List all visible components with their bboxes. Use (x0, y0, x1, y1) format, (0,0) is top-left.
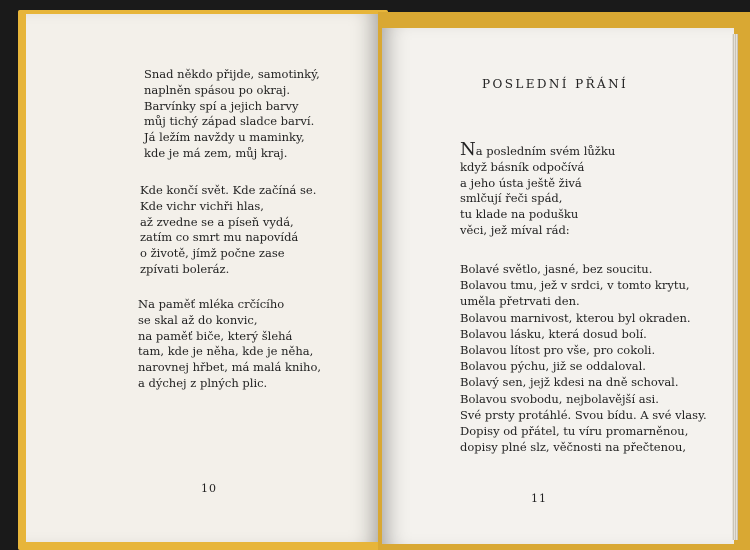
poem-line: naplněn spásou po okraj. (144, 82, 290, 97)
poem-line: Bolavou tmu, jež v srdci, v tomto krytu, (460, 278, 690, 293)
poem-line: Barvínky spí a jejich barvy (144, 98, 299, 113)
right-stanza-2 (460, 261, 707, 455)
poem-line: Své prsty protáhlé. Svou bídu. A své vlasy. (460, 407, 707, 422)
poem-line: Bolavou svobodu, nejbolavější asi. (460, 391, 659, 406)
poem-line: Já ležím navždy u maminky, (144, 130, 305, 145)
poem-line: Bolavou pýchu, již se oddaloval. (460, 359, 646, 374)
poem-line: narovnej hřbet, má malá kniho, (138, 360, 322, 375)
poem-line: a dýchej z plných plic. (138, 375, 268, 390)
poem-line: a jeho ústa ještě živá (460, 175, 582, 190)
poem-line: tu klade na podušku (460, 207, 579, 222)
poem-line: Snad někdo přijde, samotinký, (144, 67, 320, 81)
poem-line: Na paměť mléka crčícího (138, 297, 285, 311)
poem-line: věci, jež míval rád: (460, 222, 570, 237)
poem-title: POSLEDNÍ PŘÁNÍ (482, 77, 629, 91)
poem-line: Bolavý sen, jejž kdesi na dně schoval. (460, 375, 679, 390)
right-stanza-1 (460, 139, 616, 239)
poem-line: Bolavé světlo, jasné, bez soucitu. (460, 262, 653, 276)
poem-line: Bolavou marnivost, kterou byl okraden. (460, 310, 691, 325)
drop-cap: N (460, 139, 476, 160)
poem-line: Kde vichr vichři hlas, (140, 198, 264, 213)
poem-line: Dopisy od přátel, tu víru promarněnou, (460, 424, 689, 439)
poem-line: uměla přetrvati den. (460, 294, 580, 309)
poem-line: kde je má zem, můj kraj. (144, 145, 288, 160)
poem-line-rest: a posledním svém lůžku (475, 144, 616, 158)
page-number-left: 10 (201, 482, 217, 495)
poem-line (460, 139, 616, 160)
poem-line: tam, kde je něha, kde je něha, (138, 344, 314, 359)
poem-line: zpívati bolеráz. (140, 261, 230, 276)
poem-line: na paměť biče, který šlehá (138, 328, 293, 343)
poem-line: Bolavou lítost pro vše, pro cokoli. (460, 343, 656, 358)
poem-line: Bolavou lásku, která dosud bolí. (460, 326, 647, 341)
poem-line: když básník odpočívá (460, 159, 585, 174)
left-stanza-3 (138, 297, 321, 392)
poem-line: zatím co smrt mu napovídá (140, 230, 299, 245)
left-stanza-1 (144, 67, 320, 162)
page-edges (732, 34, 738, 540)
poem-line: můj tichý západ sladce barví. (144, 114, 315, 129)
poem-line: Kde končí svět. Kde začíná se. (140, 183, 317, 197)
poem-line: dopisy plné slz, věčnosti na přečtenou, (460, 440, 687, 455)
poem-line: se skal až do konvic, (138, 312, 258, 327)
poem-line: o životě, jímž počne zase (140, 246, 285, 261)
poem-line: smlčují řeči spád, (460, 191, 563, 206)
left-stanza-2 (140, 183, 316, 278)
page-number-right: 11 (531, 492, 547, 505)
poem-line: až zvedne se a píseň vydá, (140, 214, 294, 229)
